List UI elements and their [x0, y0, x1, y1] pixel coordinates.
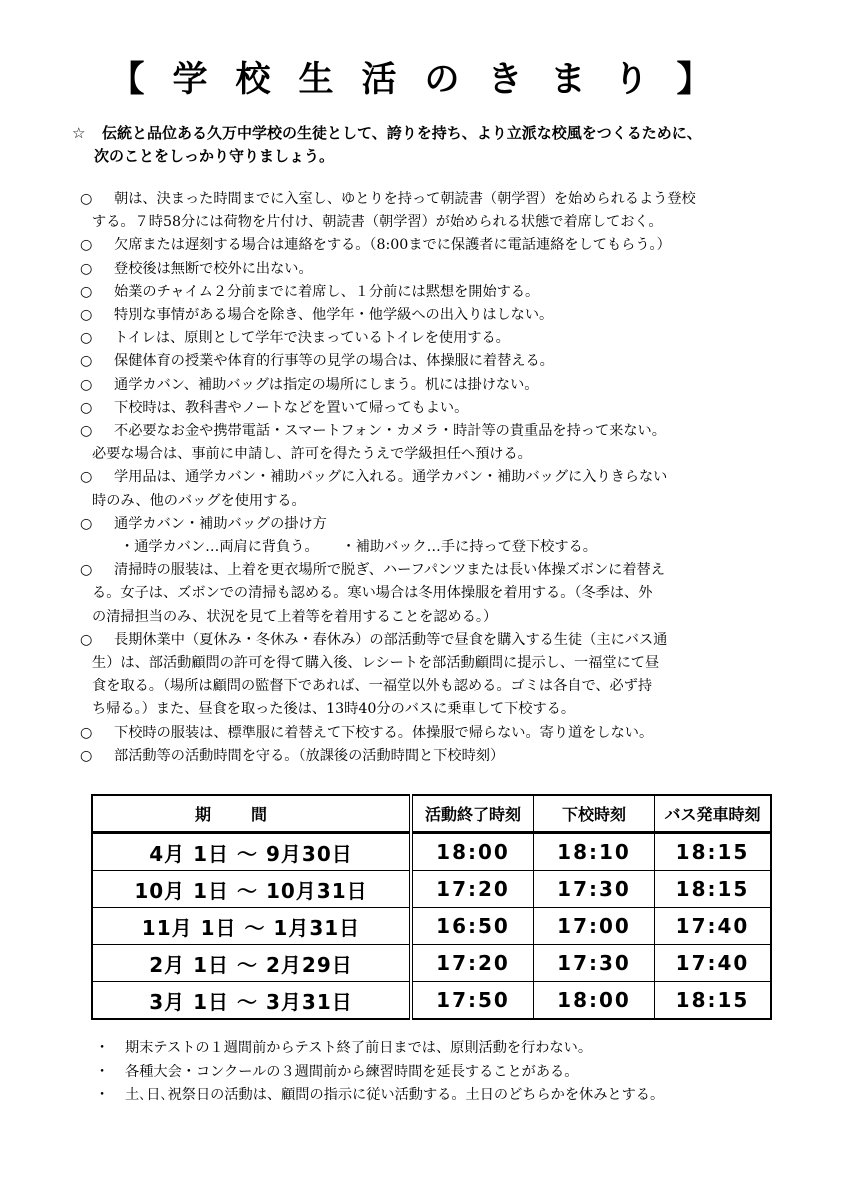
rule-item [80, 629, 800, 722]
note-text: 期末テストの１週間前からテスト終了前日までは、原則活動を行わない。 [125, 1040, 593, 1056]
bus-time-cell: 18:15 [655, 871, 772, 908]
activity-end-cell: 17:20 [411, 871, 534, 908]
circle-bullet-icon: ○ [80, 237, 93, 254]
activity-end-cell: 17:20 [411, 945, 534, 982]
activity-end-cell: 18:00 [411, 833, 534, 871]
intro-line-2: 次のことをしっかり守りましょう。 [94, 147, 335, 165]
schedule-row [92, 833, 771, 871]
leave-time-cell: 17:30 [534, 945, 655, 982]
rule-text-continued: ち帰る。）また、昼食を取った後は、13時40分のバスに乗車して下校する。 [92, 701, 576, 718]
period-cell: 3月 1日 ～ 3月31日 [92, 982, 411, 1020]
circle-bullet-icon: ○ [80, 399, 93, 416]
rule-item [80, 466, 800, 512]
rule-item [80, 281, 800, 304]
period-cell: 4月 1日 ～ 9月30日 [92, 833, 411, 871]
rule-item [80, 420, 800, 466]
circle-bullet-icon: ○ [80, 724, 93, 741]
rule-item [80, 327, 800, 350]
rule-sub-item: ・補助バック…手に持って登下校する。 [341, 539, 597, 556]
dot-bullet-icon: ・ [95, 1063, 110, 1080]
circle-bullet-icon: ○ [80, 631, 93, 648]
rule-text-continued: する。７時58分には荷物を片付け、朝読書（朝学習）が始められる状態で着席しておく。 [92, 214, 663, 231]
rule-text-continued: 生）は、部活動顧問の許可を得て購入後、レシートを部活動顧問に提示し、一福堂にて昼 [92, 655, 660, 672]
schedule-table [91, 794, 772, 1020]
rule-item [80, 745, 800, 768]
circle-bullet-icon: ○ [80, 562, 93, 579]
rule-text: 不必要なお金や携帯電話・スマートフォン・カメラ・時計等の貴重品を持って来ない。 [114, 423, 666, 440]
circle-bullet-icon: ○ [80, 469, 93, 486]
bus-time-cell: 17:40 [655, 945, 772, 982]
note-item [95, 1061, 815, 1085]
circle-bullet-icon: ○ [80, 191, 93, 207]
rule-item [80, 188, 800, 234]
rule-text: 下校時の服装は、標準服に着替えて下校する。体操服で帰らない。寄り道をしない。 [114, 724, 654, 741]
rule-item [80, 258, 800, 281]
rule-item [80, 304, 800, 327]
rule-text: 学用品は、通学カバン・補助バッグに入れる。通学カバン・補助バッグに入りきらない [114, 469, 668, 486]
rule-text: 下校時は、教科書やノートなどを置いて帰ってもよい。 [114, 399, 469, 416]
rule-text-continued: 必要な場合は、事前に申請し、許可を得たうえで学級担任へ預ける。 [92, 446, 532, 463]
circle-bullet-icon: ○ [80, 330, 93, 347]
period-cell: 2月 1日 ～ 2月29日 [92, 945, 411, 982]
rule-item [80, 374, 800, 397]
circle-bullet-icon: ○ [80, 283, 93, 300]
rule-text: トイレは、原則として学年で決まっているトイレを使用する。 [114, 330, 510, 347]
schedule-row [92, 908, 771, 945]
activity-end-cell: 17:50 [411, 982, 534, 1020]
rule-item [80, 559, 800, 629]
note-item [95, 1084, 815, 1108]
intro [72, 122, 792, 168]
rule-item [80, 397, 800, 420]
rule-sub-item: ・通学カバン…両肩に背負う。 [120, 539, 312, 556]
rule-text: 特別な事情がある場合を除き、他学年・他学級への出入りはしない。 [114, 307, 554, 324]
rule-text-continued: の清掃担当のみ、状況を見て上着等を着用することを認める。） [92, 608, 498, 625]
activity-end-cell: 16:50 [411, 908, 534, 945]
intro-line-1: ☆ 伝統と品位ある久万中学校の生徒として、誇りを持ち、より立派な校風をつくるために、 [72, 122, 792, 145]
rule-item [80, 513, 800, 559]
dot-bullet-icon: ・ [95, 1040, 110, 1056]
leave-time-cell: 18:00 [534, 982, 655, 1020]
rule-sub-items [114, 536, 800, 559]
star-icon: ☆ [72, 124, 86, 142]
circle-bullet-icon: ○ [80, 260, 93, 277]
rule-text: 登校後は無断で校外に出ない。 [114, 260, 313, 277]
rule-text: 欠席または遅刻する場合は連絡をする。（8:00までに保護者に電話連絡をしてもらう。） [114, 237, 671, 254]
rule-item [80, 722, 800, 745]
note-item [95, 1037, 815, 1061]
leave-time-cell: 18:10 [534, 833, 655, 871]
rule-text: 清掃時の服装は、上着を更衣場所で脱ぎ、ハーフパンツまたは長い体操ズボンに着替え [114, 562, 665, 579]
header-leave-time: 下校時刻 [534, 795, 655, 833]
period-cell: 11月 1日 ～ 1月31日 [92, 908, 411, 945]
bus-time-cell: 18:15 [655, 982, 772, 1020]
schedule-row [92, 982, 771, 1020]
bus-time-cell: 17:40 [655, 908, 772, 945]
rule-text: 部活動等の活動時間を守る。（放課後の活動時間と下校時刻） [114, 747, 505, 764]
rule-text: 始業のチャイム２分前までに着席し、１分前には黙想を開始する。 [114, 283, 540, 300]
schedule-body [92, 833, 771, 1020]
header-period: 期間 [92, 795, 411, 833]
dot-bullet-icon: ・ [95, 1087, 110, 1103]
schedule-header-row [92, 795, 771, 833]
period-cell: 10月 1日 ～ 10月31日 [92, 871, 411, 908]
schedule-row [92, 945, 771, 982]
circle-bullet-icon: ○ [80, 307, 93, 324]
note-text: 各種大会・コンクールの３週間前から練習時間を延長することがある。 [125, 1063, 579, 1080]
schedule-row [92, 871, 771, 908]
rule-text: 長期休業中（夏休み・冬休み・春休み）の部活動等で昼食を購入する生徒（主にバス通 [114, 631, 668, 648]
leave-time-cell: 17:00 [534, 908, 655, 945]
circle-bullet-icon: ○ [80, 376, 93, 393]
note-text: 土､日､祝祭日の活動は、顧問の指示に従い活動する。土日のどちらかを休みとする。 [125, 1087, 665, 1103]
rule-item [80, 234, 800, 257]
rules-list [80, 188, 800, 768]
circle-bullet-icon: ○ [80, 747, 93, 764]
page-title: 【学校生活のきまり】 [109, 60, 740, 100]
rule-text: 通学カバン・補助バッグの掛け方 [114, 515, 327, 532]
rule-text-continued: 時のみ、他のバッグを使用する。 [92, 492, 306, 509]
circle-bullet-icon: ○ [80, 423, 93, 440]
rule-text-continued: 食を取る。（場所は顧問の監督下であれば、一福堂以外も認める。ゴミは各自で、必ず持 [92, 678, 653, 695]
header-activity-end: 活動終了時刻 [411, 795, 534, 833]
rule-text: 朝は、決まった時間までに入室し、ゆとりを持って朝読書（朝学習）を始められるよう登校 [114, 191, 696, 207]
circle-bullet-icon: ○ [80, 353, 93, 370]
leave-time-cell: 17:30 [534, 871, 655, 908]
header-bus-time: バス発車時刻 [655, 795, 772, 833]
circle-bullet-icon: ○ [80, 515, 93, 532]
bus-time-cell: 18:15 [655, 833, 772, 871]
rule-item [80, 350, 800, 373]
rule-text: 通学カバン、補助バッグは指定の場所にしまう。机には掛けない。 [114, 376, 539, 393]
rule-text: 保健体育の授業や体育的行事等の見学の場合は、体操服に着替える。 [114, 353, 554, 370]
rule-text-continued: る。女子は、ズボンでの清掃も認める。寒い場合は冬用体操服を着用する。（冬季は、外 [92, 585, 653, 602]
notes-list [95, 1037, 815, 1108]
